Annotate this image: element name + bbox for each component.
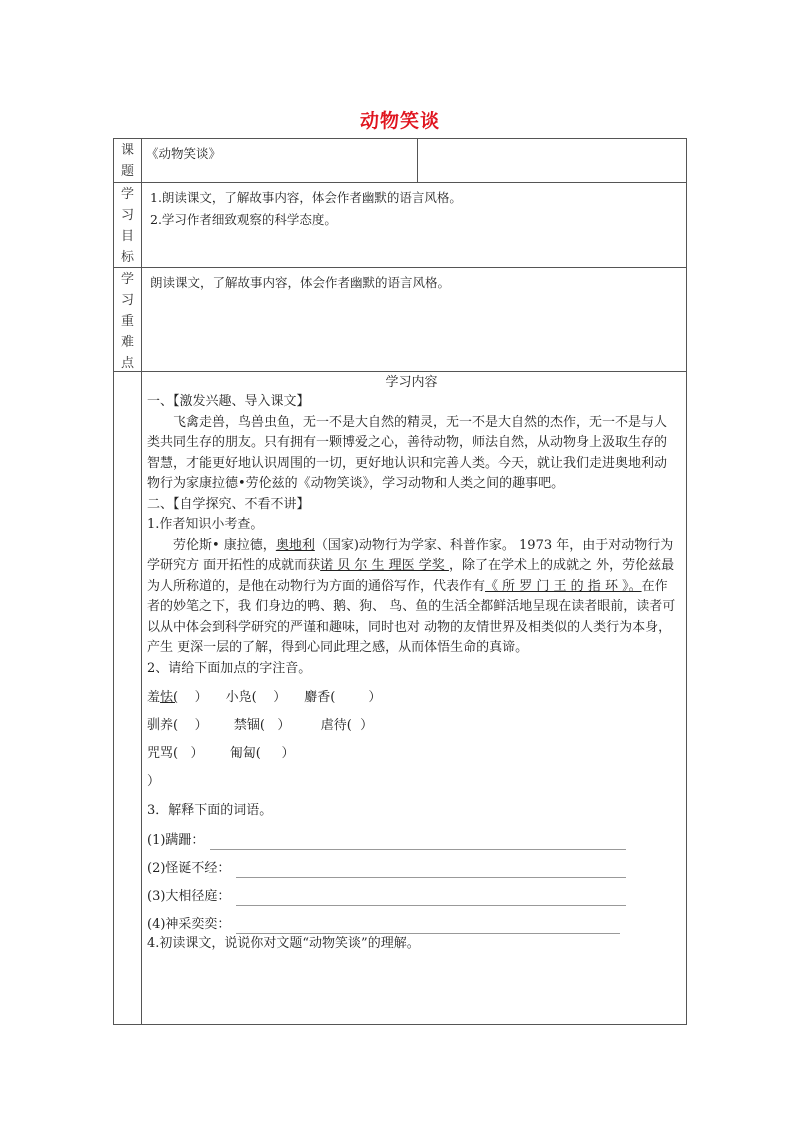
q1-text: ，除了在学术上的成就之 外，劳伦兹最为人所称道的，是他在动物行为方面的通俗写作，代表作有 [147, 558, 675, 594]
label-char: 标 [120, 250, 134, 265]
label-char: 学 [120, 272, 134, 287]
definition-row[interactable] [147, 832, 676, 850]
q3-title: 3．解释下面的词语。 [147, 803, 273, 818]
row-topic [114, 139, 686, 183]
answer-line[interactable] [236, 864, 626, 878]
column-divider [417, 139, 418, 182]
q1-text: （国家)动物行为学家、科普作家。 1973 年，由于对动物行为学研究方 面开拓性的成就而获 [147, 537, 674, 573]
definition-row[interactable] [147, 888, 676, 906]
label-char: 重 [120, 314, 134, 329]
label-char: 习 [120, 208, 134, 223]
pinyin-item[interactable]: 羞怯( ） [147, 690, 208, 705]
answer-line[interactable] [236, 892, 626, 906]
stray-paren: ） [147, 774, 161, 789]
pinyin-exercise [147, 689, 676, 791]
pinyin-row [147, 745, 676, 763]
row-key-points [114, 268, 686, 372]
label-char: 点 [120, 356, 134, 371]
key-points-value: 朗读课文，了解故事内容，体会作者幽默的语言风格。 [150, 275, 451, 290]
definition-term: (1)蹒跚： [147, 832, 205, 848]
pinyin-item[interactable]: 虐待( ） [308, 718, 374, 733]
label-char: 学 [120, 187, 134, 202]
content-label-column [114, 372, 142, 1024]
label-objectives [114, 183, 142, 267]
pinyin-item[interactable]: 驯养( ） [147, 718, 208, 733]
pinyin-row [147, 689, 676, 707]
q2-title: 2、请给下面加点的字注音。 [147, 660, 312, 676]
label-key-points [114, 268, 142, 371]
label-char: 难 [120, 335, 134, 350]
definition-row[interactable] [147, 860, 676, 878]
document-title: 动物笑谈 [359, 110, 440, 132]
pinyin-item[interactable]: 禁锢( ） [225, 718, 291, 733]
objective-item: 1.朗读课文，了解故事内容，体会作者幽默的语言风格。 [150, 190, 462, 205]
q1-paragraph [147, 536, 676, 659]
objectives-value [142, 183, 686, 267]
pinyin-row [147, 717, 676, 735]
content-heading: 学习内容 [385, 375, 438, 390]
label-char: 课 [120, 143, 134, 158]
label-char: 习 [120, 293, 134, 308]
pinyin-item[interactable]: 咒骂( ） [147, 746, 204, 761]
q1-text: 在作者的妙笔之下，我 们身边的鸭、鹅、狗、 鸟、鱼的生活全都鲜活地呈现在读者眼前，读者可 以从中体会到科学研究的严谨和趣味，同时也对 动物的友情世界及相类似的人类行为本身，产生 更深一层的了解，得到心同此理之感，从而体悟生命的真谛。 [147, 578, 676, 655]
section1-title: 一、【激发兴趣、导入课文】 [147, 394, 310, 409]
label-char: 目 [120, 229, 134, 244]
definition-row[interactable] [147, 916, 676, 934]
q1-text: 劳伦斯• 康拉德， [173, 537, 276, 553]
objective-item: 2.学习作者细致观察的科学态度。 [150, 212, 337, 227]
answer-country: 奥地利 [275, 537, 315, 553]
q4-title: 4.初读课文，说说你对文题“动物笑谈”的理解。 [147, 935, 420, 951]
section1-paragraph: 飞禽走兽，鸟兽虫鱼，无一不是大自然的精灵，无一不是大自然的杰作，无一不是与人类共同生存的朋友。只有拥有一颗博爱之心，善待动物，师法自然，从动物身上汲取生存的智慧，才能更好地认识周围的一切，更好地认识和完善人类。今天，就让我们走进奥地利动物行为家康拉德•劳伦兹的《动物笑谈》，学习动物和人类之间的趣事吧。 [147, 414, 668, 491]
answer-line[interactable] [236, 920, 620, 934]
answer-prize: 诺 贝 尔 生 理医 学奖 [320, 558, 449, 573]
pinyin-item[interactable]: 小凫( ） [225, 690, 287, 705]
section2-title: 二、【自学探究、不看不讲】 [147, 496, 310, 512]
label-topic [114, 139, 142, 182]
lesson-table [113, 138, 687, 1025]
row-content [114, 372, 686, 1024]
definition-term: (2)怪诞不经： [147, 860, 231, 876]
content-body [142, 372, 686, 1024]
definition-term: (3)大相径庭： [147, 888, 231, 904]
definition-term: (4)神采奕奕： [147, 916, 231, 932]
pinyin-item[interactable]: 麝香( ） [304, 690, 382, 705]
label-char: 题 [120, 164, 134, 179]
topic-value: 《动物笑谈》 [146, 146, 222, 161]
answer-line[interactable] [210, 836, 626, 850]
q1-title: 1.作者知识小考查。 [147, 517, 264, 532]
answer-work: 《 所 罗 门 王 的 指 环 》。 [485, 578, 642, 594]
pinyin-item[interactable]: 匍匐( ） [221, 746, 295, 761]
row-objectives [114, 183, 686, 268]
